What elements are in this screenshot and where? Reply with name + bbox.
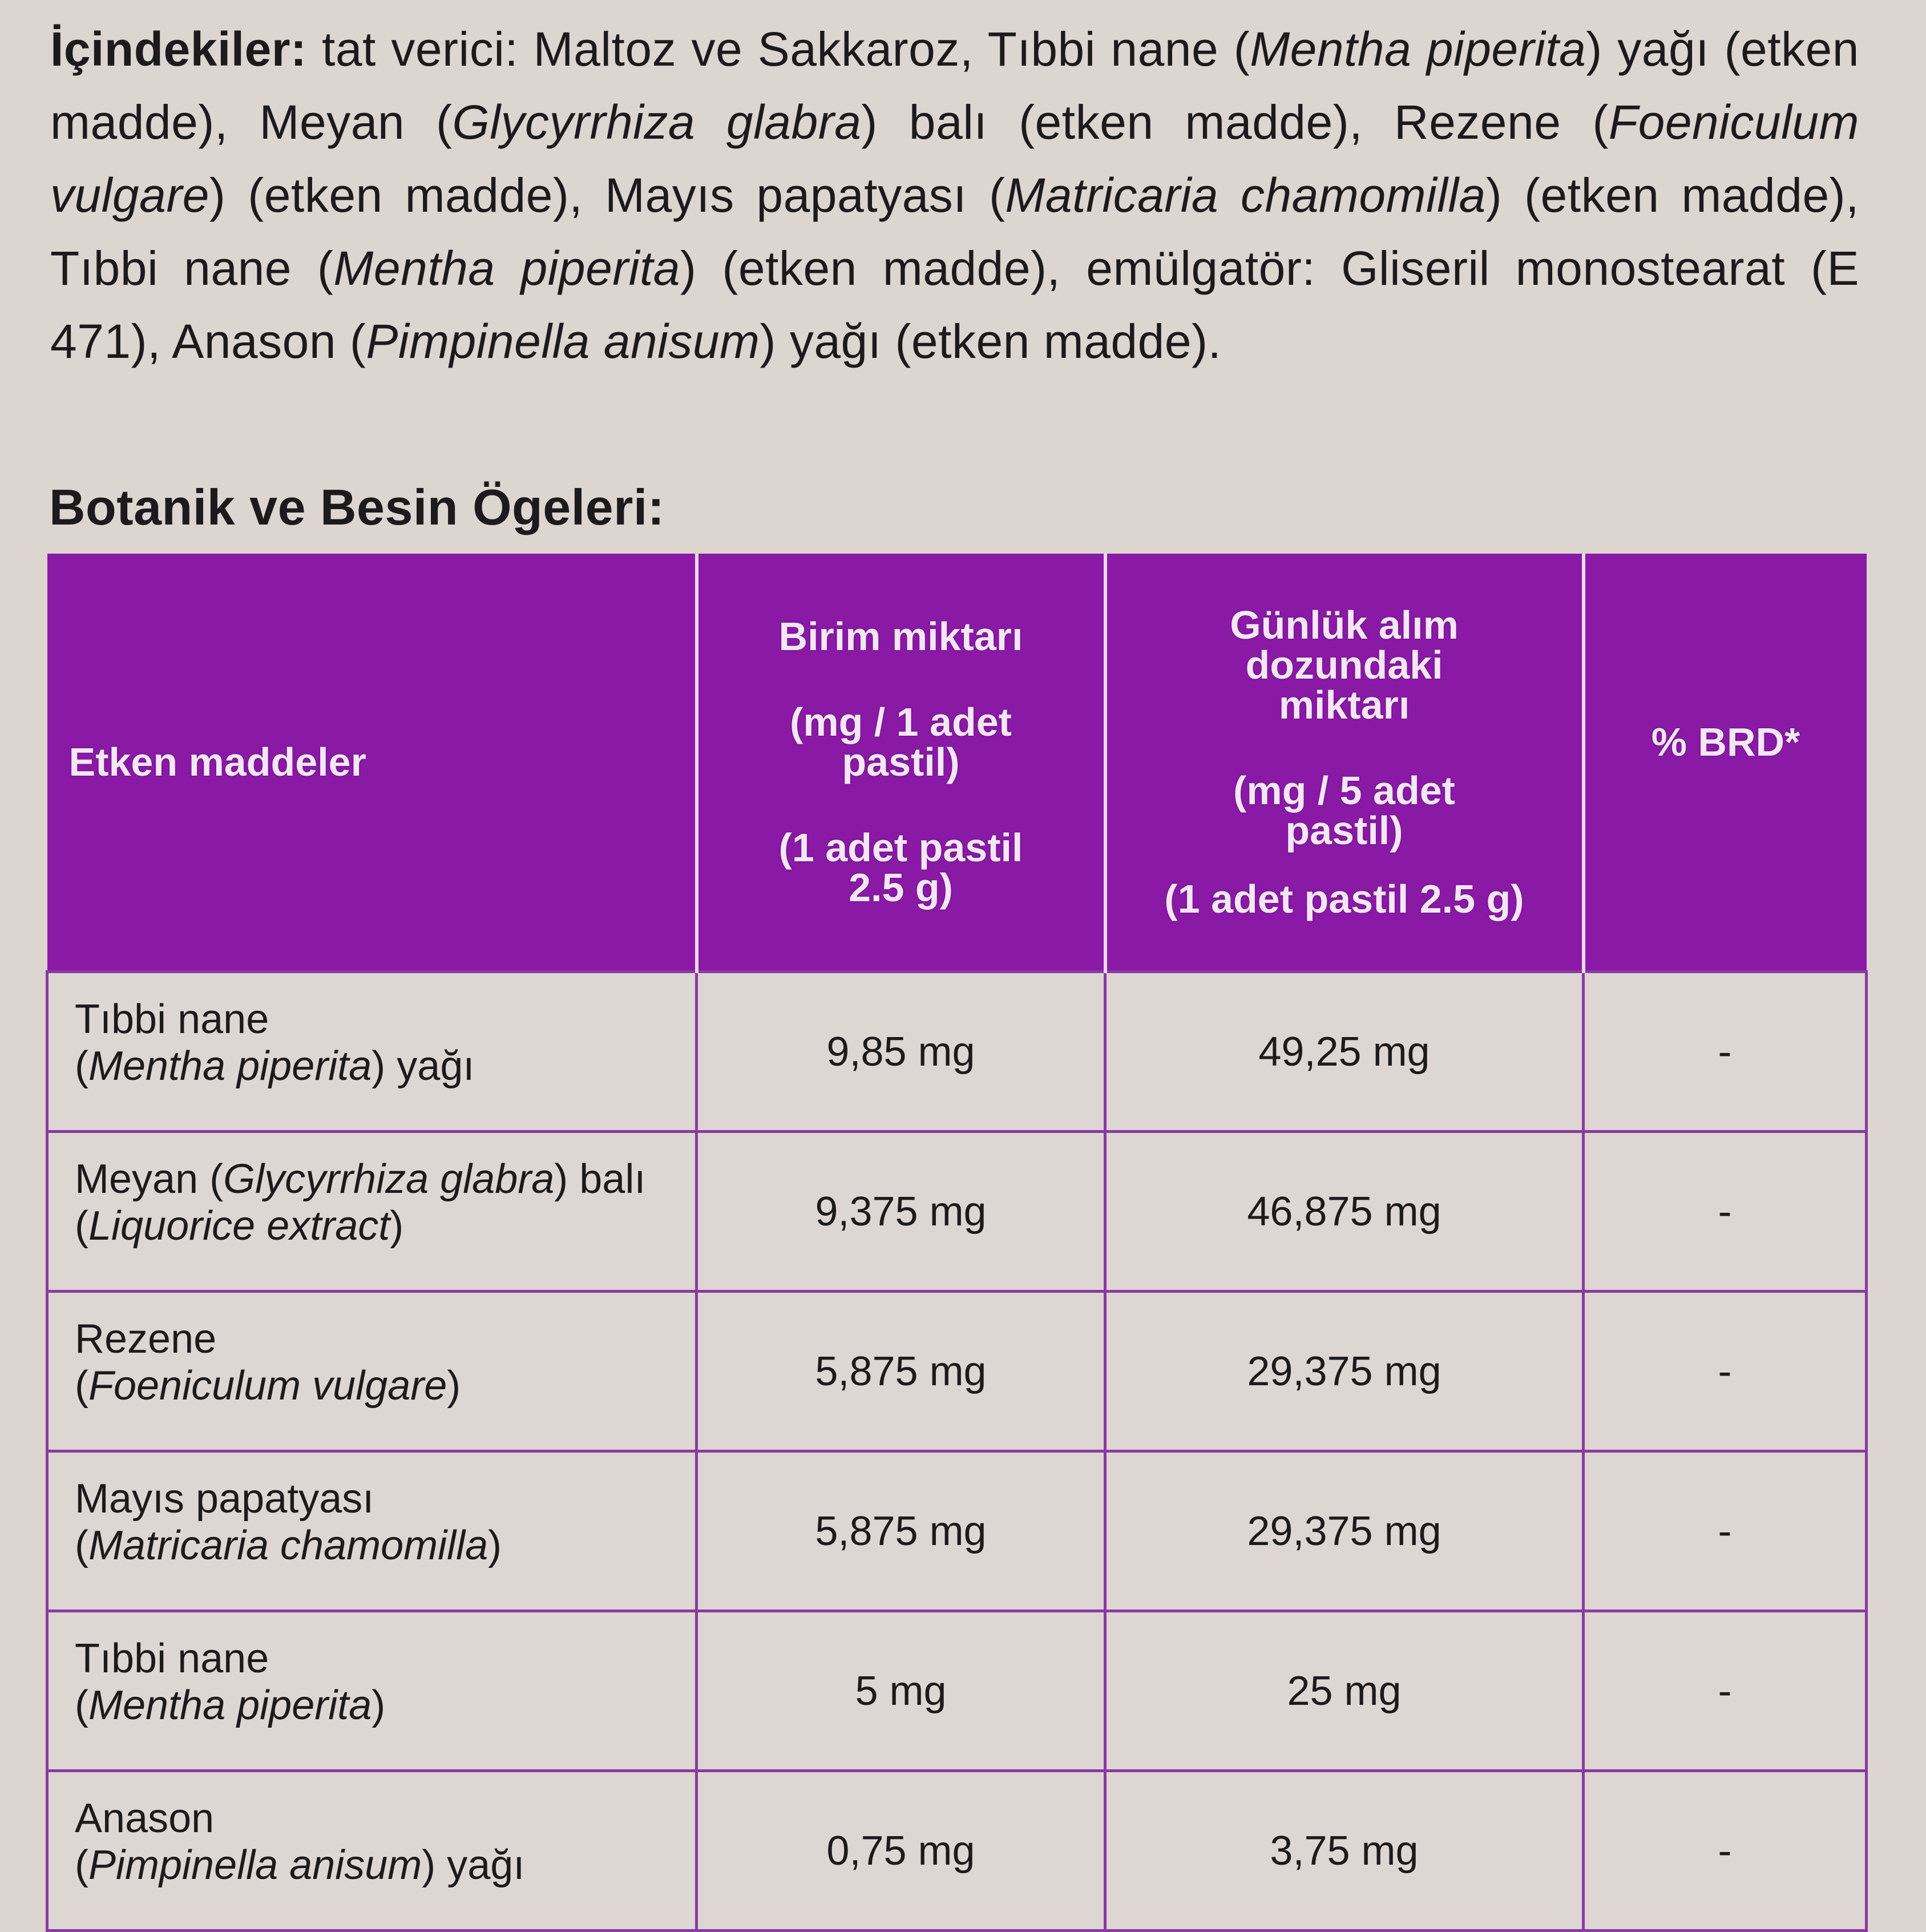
common-name: Tıbbi nane (75, 1636, 269, 1681)
latin-line: (Foeniculum vulgare) (75, 1363, 461, 1409)
header-daily-amount (1105, 554, 1584, 972)
header-text: pastil) (842, 740, 960, 784)
table-row (47, 1132, 1867, 1292)
ingredients-text: ) yağı (etken madde), Meyan ( (50, 22, 1859, 149)
ingredients-text: tat verici: Maltoz ve Sakkaroz, Tıbbi nane ( (306, 22, 1250, 76)
latin-name: Pimpinella anisum (366, 314, 760, 368)
header-brd-percent: % BRD* (1584, 554, 1867, 972)
latin-name: Mentha piperita (1250, 22, 1586, 76)
header-active-ingredients: Etken maddeler (47, 554, 697, 972)
table-row (47, 1771, 1867, 1931)
latin-name: Glycyrrhiza glabra (452, 95, 862, 149)
daily-amount: 29,375 mg (1105, 1451, 1584, 1611)
latin-line: (Matricaria chamomilla) (75, 1523, 502, 1568)
unit-amount: 9,85 mg (697, 972, 1105, 1132)
latin-name: Liquorice extract (88, 1203, 390, 1249)
botanical-nutrient-table (46, 554, 1868, 1932)
common-name: Tıbbi nane (75, 997, 269, 1042)
ingredients-text: ) yağı (etken madde). (760, 314, 1222, 368)
ingredient-name (47, 1292, 697, 1451)
latin-name: Mentha piperita (333, 241, 680, 295)
latin-name: Pimpinella anisum (88, 1842, 422, 1888)
daily-amount: 3,75 mg (1105, 1771, 1584, 1931)
header-text: miktarı (1278, 683, 1410, 727)
daily-amount: 29,375 mg (1105, 1292, 1584, 1451)
header-unit-amount (697, 554, 1105, 972)
table-row (47, 972, 1867, 1132)
brd-percent: - (1584, 1451, 1867, 1611)
table-row (47, 1292, 1867, 1451)
unit-amount: 9,375 mg (697, 1132, 1105, 1292)
brd-percent: - (1584, 1292, 1867, 1451)
latin-line: (Mentha piperita) yağı (75, 1043, 475, 1089)
latin-name: Foeniculum vulgare (88, 1363, 447, 1409)
ingredient-name (47, 1611, 697, 1771)
unit-amount: 5,875 mg (697, 1451, 1105, 1611)
brd-percent: - (1584, 1611, 1867, 1771)
header-text: Günlük alım (1230, 603, 1459, 647)
brd-percent: - (1584, 1771, 1867, 1931)
ingredients-paragraph (50, 13, 1859, 378)
header-text: (1 adet pastil 2.5 g) (1164, 877, 1524, 921)
table-row (47, 1611, 1867, 1771)
unit-amount: 0,75 mg (697, 1771, 1105, 1931)
common-name: Meyan (Glycyrrhiza glabra) balı (75, 1156, 646, 1202)
unit-amount: 5,875 mg (697, 1292, 1105, 1451)
latin-name: Glycyrrhiza glabra (223, 1156, 555, 1202)
brd-percent: - (1584, 972, 1867, 1132)
latin-name: Matricaria chamomilla (1005, 168, 1486, 222)
latin-name: Mentha piperita (88, 1043, 372, 1089)
ingredients-text: ) (etken madde), emülgatör: Gliseril monostearat (E 471), Anason ( (50, 241, 1859, 368)
header-text: (mg / 5 adet (1233, 768, 1455, 813)
header-text: Birim miktarı (778, 614, 1023, 659)
header-text: (mg / 1 adet (790, 700, 1012, 744)
ingredient-name (47, 972, 697, 1132)
latin-line: (Liquorice extract) (75, 1203, 404, 1249)
common-name: Rezene (75, 1316, 217, 1362)
latin-line: (Mentha piperita) (75, 1683, 386, 1728)
brd-percent: - (1584, 1132, 1867, 1292)
daily-amount: 25 mg (1105, 1611, 1584, 1771)
header-text: 2.5 g) (849, 865, 953, 910)
common-name: Anason (75, 1796, 215, 1841)
table-header-row (47, 554, 1867, 972)
ingredients-text: ) balı (etken madde), Rezene ( (861, 95, 1609, 149)
unit-amount: 5 mg (697, 1611, 1105, 1771)
header-text: (1 adet pastil (778, 825, 1023, 870)
ingredient-name (47, 1451, 697, 1611)
latin-name: Mentha piperita (88, 1683, 372, 1728)
section-title: Botanik ve Besin Ögeleri: (49, 479, 665, 535)
ingredients-label: İçindekiler: (50, 22, 307, 76)
ingredient-name (47, 1132, 697, 1292)
header-text: pastil) (1285, 808, 1403, 853)
latin-name: Foeniculum vulgare (50, 95, 1859, 222)
daily-amount: 46,875 mg (1105, 1132, 1584, 1292)
ingredient-name (47, 1771, 697, 1931)
ingredients-text: ) (etken madde), Mayıs papatyası ( (209, 168, 1006, 222)
latin-name: Matricaria chamomilla (88, 1523, 488, 1568)
table-row (47, 1451, 1867, 1611)
ingredients-text: ) (etken madde), Tıbbi nane ( (50, 168, 1859, 295)
header-text: dozundaki (1245, 643, 1443, 687)
common-name: Mayıs papatyası (75, 1476, 374, 1522)
latin-line: (Pimpinella anisum) yağı (75, 1842, 525, 1888)
daily-amount: 49,25 mg (1105, 972, 1584, 1132)
